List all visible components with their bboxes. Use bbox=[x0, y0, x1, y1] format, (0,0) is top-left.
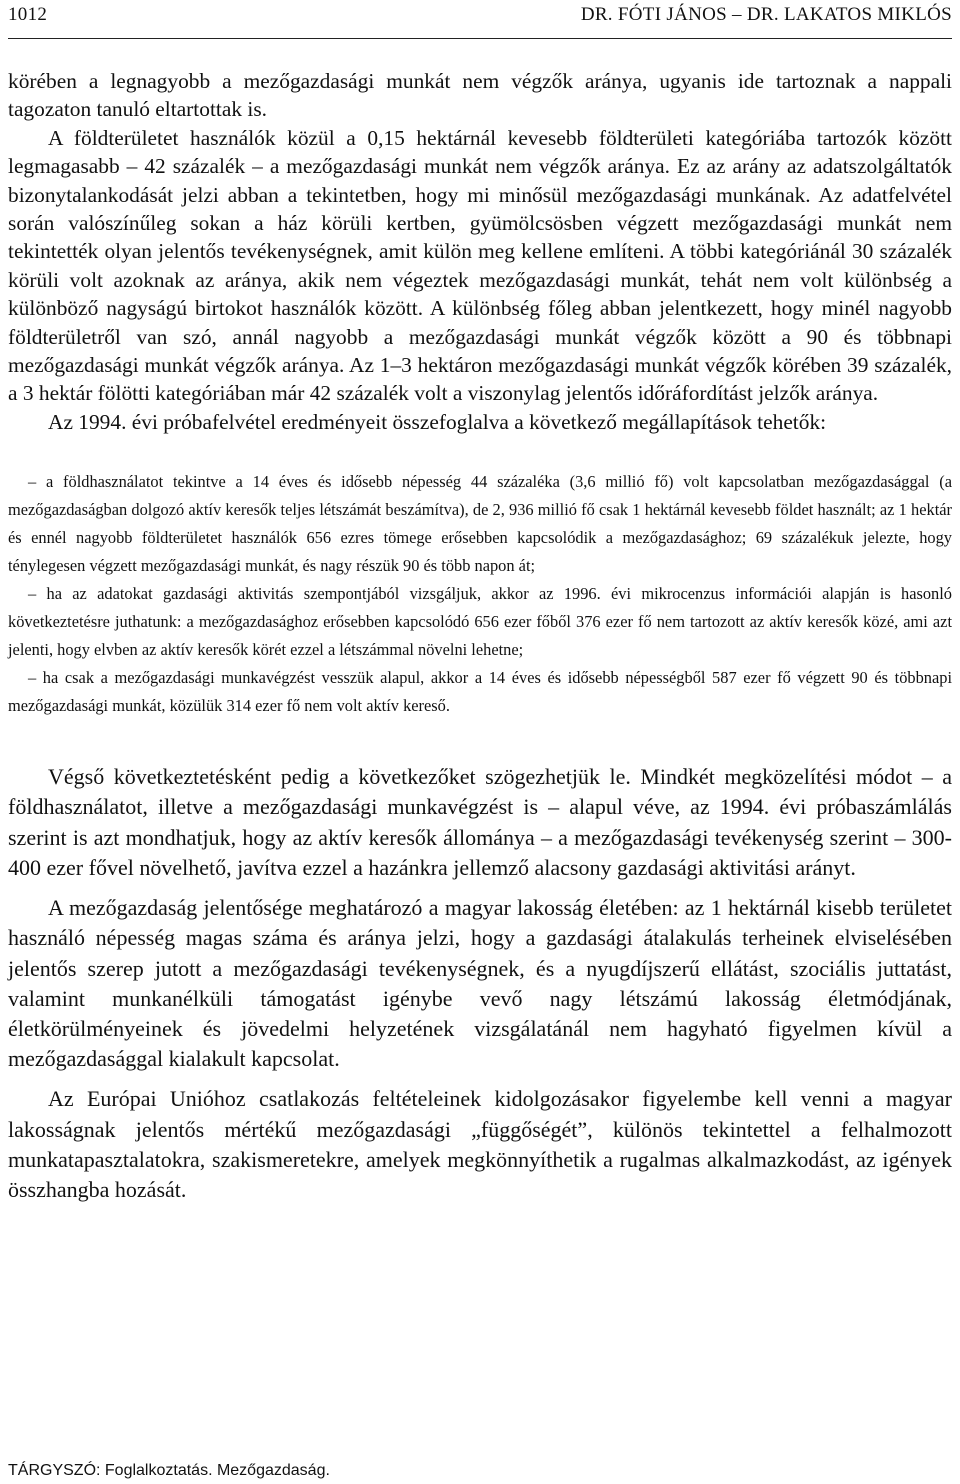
body-section-top bbox=[8, 67, 952, 436]
paragraph-significance: A mezőgazdaság jelentősége meghatározó a magyar lakosság életében: az 1 hektárnál kisebb területet használó népesség magas száma és aránya jelzi, hogy a gazdasági átalakulás terheinek elviselésében jelentős szerep jutott a mezőgazdasági tevékenységnek, és a nyugdíjszerű ellátást, szociális juttatást, valamint munkanélküli támogatást igénybe vevő nagy létszámú lakosság életmódjának, életkörülményeinek és jövedelmi helyzetének vizsgálatánál nem hagyható figyelmen kívül a mezőgazdasággal kialakult kapcsolat. bbox=[8, 895, 952, 1072]
findings-list bbox=[8, 468, 952, 720]
paragraph-land-users: A földterületet használók közül a 0,15 hektárnál kevesebb földterületi kategóriába tartozók között legmagasabb – 42 százalék – a mezőgazdasági munkát nem végzők aránya. Ez az arány az adatszolgáltatók bizonytalankodását jelzi abban a tekintetben, hogy mi minősül mezőgazdasági munkának. Az adatfelvétel során valószínűleg sokan a ház körüli kertben, gyümölcsösben végzett mezőgazdasági munkát nem tekintették olyan jelentős tevékenységnek, amit külön meg kellene említeni. A többi kategóriánál 30 százalék körüli volt azoknak az aránya, akik nem végeztek mezőgazdasági munkát, tehát nem volt különbség a különböző nagyságú birtokot használók között. A különbség főleg abban jelentkezett, hogy minél nagyobb földterületről van szó, annál nagyobb a mezőgazdasági munkát végzők között a 90 és többnapi mezőgazdasági munkát végzők aránya. Az 1–3 hektáron mezőgazdasági munkát végzők körében 39 százalék, a 3 hektár fölötti kategóriában már 42 százalék volt a viszonylag jelentős időráfordítást jelzők aránya. bbox=[8, 125, 952, 406]
finding-item: – ha az adatokat gazdasági aktivitás szempontjából vizsgáljuk, akkor az 1996. évi mikrocenzus információi alapján is hasonló következtetésre juthatunk: a mezőgazdasághoz erősebben kapcsolódó 656 ezer főből 376 ezer fő nem tartozott az aktív keresők közé, ami azt jelenti, hogy elvben az aktív keresők körét ezzel a létszámmal növelni lehetne; bbox=[8, 584, 952, 660]
finding-item: – ha csak a mezőgazdasági munkavégzést vesszük alapul, akkor a 14 éves és idősebb népességből 587 ezer fő végzett 90 és többnapi mezőgazdasági munkát, közülük 314 ezer fő nem volt aktív kereső. bbox=[8, 668, 952, 716]
keywords-line: TÁRGYSZÓ: Foglalkoztatás. Mezőgazdaság. bbox=[8, 1462, 330, 1479]
paragraph-continuation: körében a legnagyobb a mezőgazdasági munkát nem végzők aránya, ugyanis ide tartoznak a nappali tagozaton tanuló eltartottak is. bbox=[8, 69, 952, 122]
page-header bbox=[8, 4, 952, 39]
paragraph-eu-accession: Az Európai Unióhoz csatlakozás feltételeinek kidolgozásakor figyelembe kell venni a magyar lakosságnak jelentős mértékű mezőgazdasági „függőségét”, különös tekintettel a felhalmozott munkatapasztalatokra, szakismeretekre, amelyek megkönnyíthetik a rugalmas alkalmazkodást, az igények összhangba hozását. bbox=[8, 1086, 952, 1202]
paragraph-conclusion: Végső következtetésként pedig a következőket szögezhetjük le. Mindkét megközelítési módot – a földhasználatot, illetve a mezőgazdasági munkavégzést is – alapul véve, az 1994. évi próbaszámlálás szerint is azt mondhatjuk, hogy az aktív keresők állománya – a mezőgazdasági tevékenység szerint – 300-400 ezer fővel növelhető, javítva ezzel a hazánkra jellemző alacsony gazdasági aktivitási arányt. bbox=[8, 764, 952, 880]
document-page bbox=[0, 4, 960, 1484]
page-number: 1012 bbox=[8, 4, 48, 25]
running-authors: DR. FÓTI JÁNOS – DR. LAKATOS MIKLÓS bbox=[580, 4, 952, 25]
paragraph-summary-intro: Az 1994. évi próbafelvétel eredményeit összefoglalva a következő megállapítások tehetők: bbox=[48, 409, 827, 434]
finding-item: – a földhasználatot tekintve a 14 éves és idősebb népesség 44 százaléka (3,6 millió fő) volt kapcsolatban mezőgazdasággal (a mezőgazdaságban dolgozó aktív keresők teljes létszámát beszámítva), de 2, 936 millió fő csak 1 hektárnál kevesebb földet használt; az 1 hektár és ennél nagyobb földterületet használók 656 ezres tömege erősebben kapcsolódik a mezőgazdasághoz; 69 százalékuk jelezte, hogy ténylegesen végzett mezőgazdasági munkát, és nagy részük 90 és több napon át; bbox=[8, 472, 952, 576]
body-section-bottom bbox=[8, 762, 952, 1205]
